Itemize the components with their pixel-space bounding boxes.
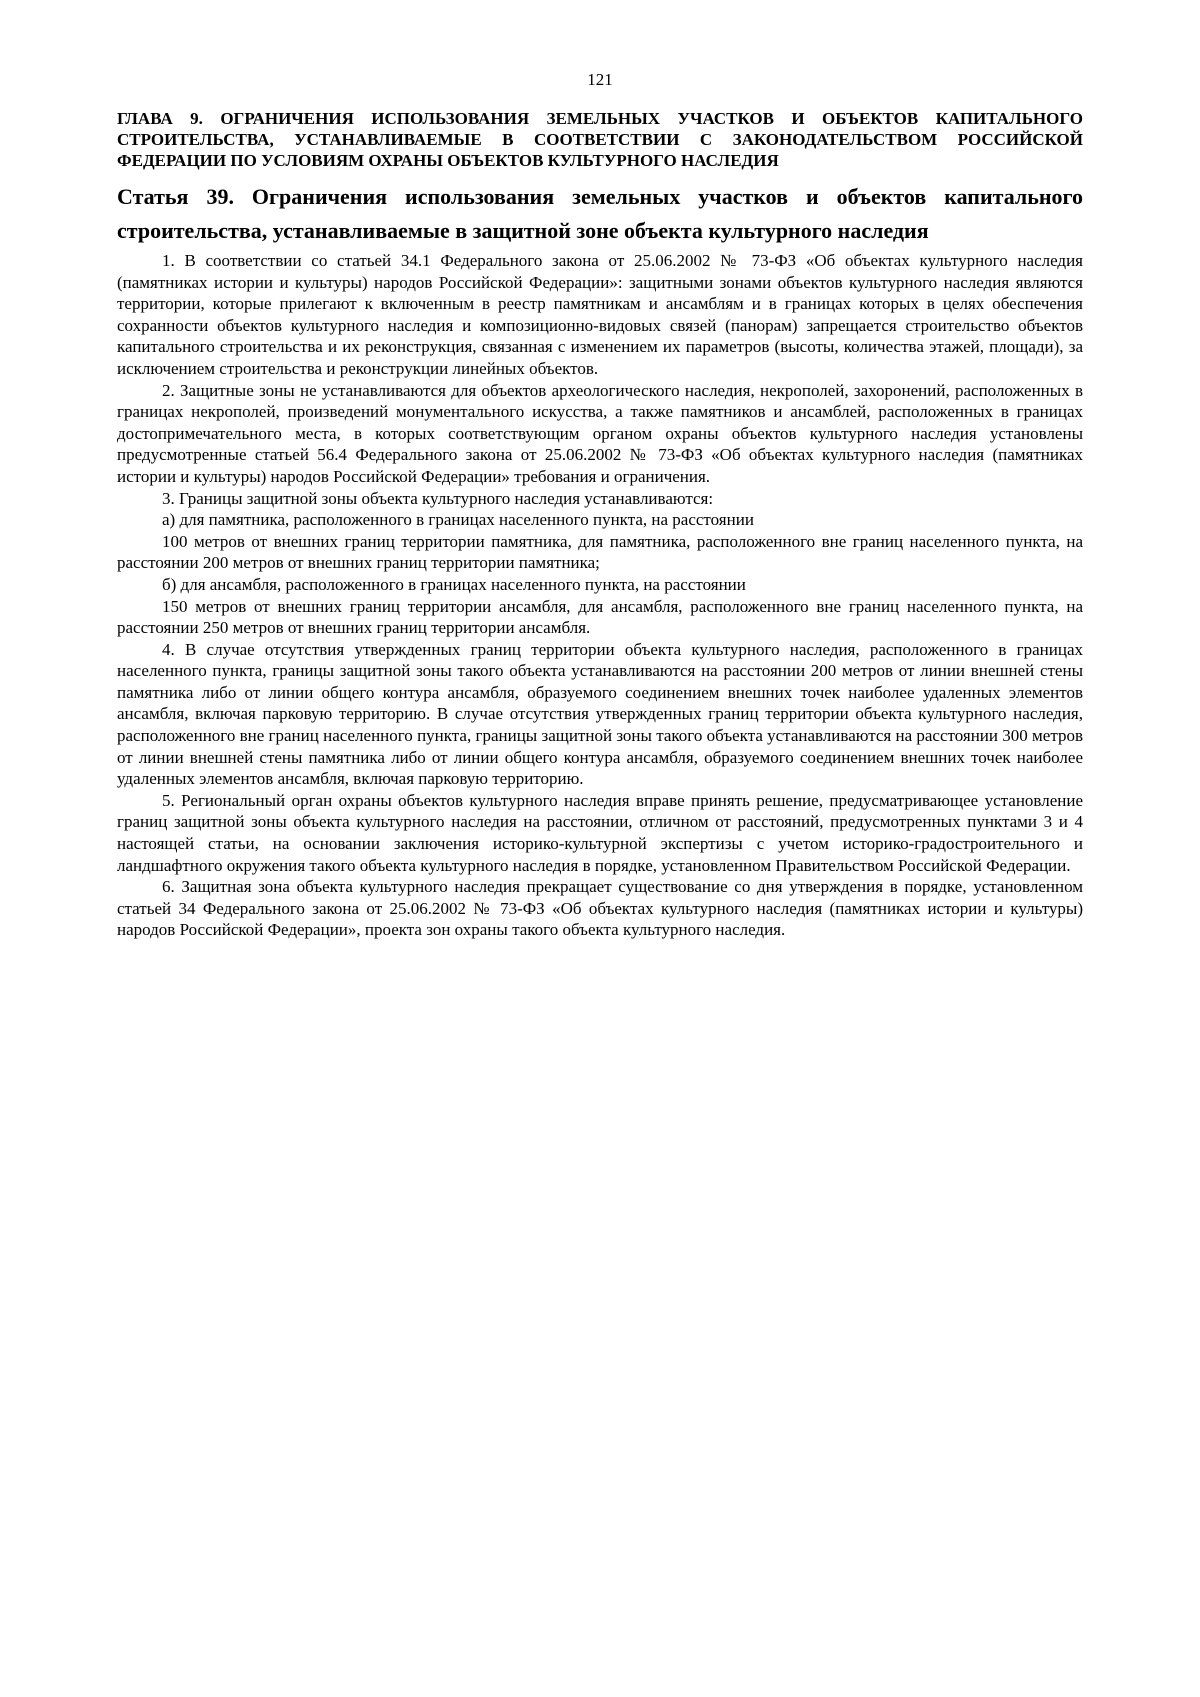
paragraph-3a: а) для памятника, расположенного в границах населенного пункта, на расстоянии	[162, 510, 754, 530]
document-page	[117, 70, 1083, 941]
paragraph-3a-cont: 100 метров от внешних границ территории памятника, для памятника, расположенного вне границ населенного пункта, на расстоянии 200 метров от внешних границ территории памятника;	[117, 531, 1083, 573]
paragraph-3: 3. Границы защитной зоны объекта культурного наследия устанавливаются:	[162, 488, 714, 508]
paragraph-4: 4. В случае отсутствия утвержденных границ территории объекта культурного наследия, расположенного в границах населенного пункта, границы защитной зоны такого объекта устанавливаются на расстоянии 200 метров от линии внешней стены памятника либо от линии общего контура ансамбля, образуемого соединением внешних точек наиболее удаленных элементов ансамбля, включая парковую территорию. В случае отсутствия утвержденных границ территории объекта культурного наследия, расположенного вне границ населенного пункта, границы защитной зоны такого объекта устанавливаются на расстоянии 300 метров от линии внешней стены памятника либо от линии общего контура ансамбля, образуемого соединением внешних точек наиболее удаленных элементов ансамбля, включая парковую территорию.	[117, 639, 1083, 789]
paragraph-6: 6. Защитная зона объекта культурного наследия прекращает существование со дня утверждения в порядке, установленном статьей 34 Федерального закона от 25.06.2002 № 73-ФЗ «Об объектах культурного наследия (памятниках истории и культуры) народов Российской Федерации», проекта зон охраны такого объекта культурного наследия.	[117, 877, 1083, 940]
paragraph-5: 5. Региональный орган охраны объектов культурного наследия вправе принять решение, предусматривающее установление границ защитной зоны объекта культурного наследия на расстоянии, отличном от расстояний, предусмотренных пунктами 3 и 4 настоящей статьи, на основании заключения историко-культурной экспертизы с учетом историко-градостроительного и ландшафтного окружения такого объекта культурного наследия в порядке, установленном Правительством Российской Федерации.	[117, 790, 1083, 875]
paragraph-3b: б) для ансамбля, расположенного в границах населенного пункта, на расстоянии	[162, 574, 746, 594]
paragraph-1: 1. В соответствии со статьей 34.1 Федерального закона от 25.06.2002 № 73-ФЗ «Об объектах культурного наследия (памятниках истории и культуры) народов Российской Федерации»: защитными зонами объектов культурного наследия являются территории, которые прилегают к включенным в реестр памятникам и ансамблям и в границах которых в целях обеспечения сохранности объектов культурного наследия и композиционно-видовых связей (панорам) запрещается строительство объектов капитального строительства и их реконструкция, связанная с изменением их параметров (высоты, количества этажей, площади), за исключением строительства и реконструкции линейных объектов.	[117, 251, 1083, 378]
page-number: 121	[587, 70, 613, 89]
article-body	[117, 250, 1083, 941]
article-title: Статья 39. Ограничения использования земельных участков и объектов капитального строительства, устанавливаемые в защитной зоне объекта культурного наследия	[117, 184, 1083, 243]
chapter-title: ГЛАВА 9. ОГРАНИЧЕНИЯ ИСПОЛЬЗОВАНИЯ ЗЕМЕЛЬНЫХ УЧАСТКОВ И ОБЪЕКТОВ КАПИТАЛЬНОГО СТРОИТЕЛЬСТВА, УСТАНАВЛИВАЕМЫЕ В СООТВЕТСТВИИ С ЗАКОНОДАТЕЛЬСТВОМ РОССИЙСКОЙ ФЕДЕРАЦИИ ПО УСЛОВИЯМ ОХРАНЫ ОБЪЕКТОВ КУЛЬТУРНОГО НАСЛЕДИЯ	[117, 109, 1083, 170]
paragraph-2: 2. Защитные зоны не устанавливаются для объектов археологического наследия, некрополей, захоронений, расположенных в границах некрополей, произведений монументального искусства, а также памятников и ансамблей, расположенных в границах достопримечательного места, в которых соответствующим органом охраны объектов культурного наследия установлены предусмотренные статьей 56.4 Федерального закона от 25.06.2002 № 73-ФЗ «Об объектах культурного наследия (памятниках истории и культуры) народов Российской Федерации» требования и ограничения.	[117, 380, 1083, 486]
paragraph-3b-cont: 150 метров от внешних границ территории ансамбля, для ансамбля, расположенного вне границ населенного пункта, на расстоянии 250 метров от внешних границ территории ансамбля.	[117, 596, 1083, 638]
